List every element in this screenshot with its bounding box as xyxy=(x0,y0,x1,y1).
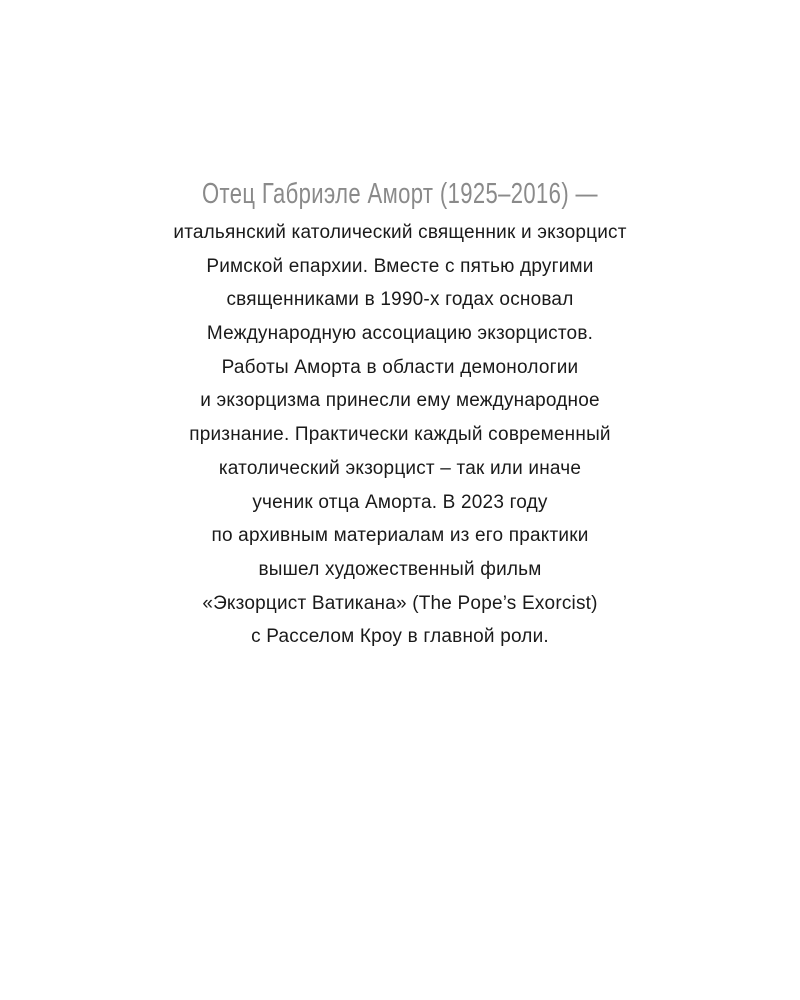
bio-line: и экзорцизма принесли ему международное xyxy=(200,390,600,412)
bio-heading: Отец Габриэле Аморт (1925–2016) — xyxy=(202,178,598,210)
bio-line: по архивным материалам из его практики xyxy=(211,525,589,547)
bio-line: с Расселом Кроу в главной роли. xyxy=(251,626,549,648)
bio-line: Международную ассоциацию экзорцистов. xyxy=(206,323,594,345)
bio-line: священниками в 1990-х годах основал xyxy=(226,289,574,311)
bio-line: признание. Практически каждый современный xyxy=(189,424,611,446)
bio-line: Римской епархии. Вместе с пятью другими xyxy=(206,255,594,277)
bio-line: итальянский католический священник и экзорцист xyxy=(173,222,627,243)
bio-line: «Экзорцист Ватикана» (The Pope’s Exorcist) xyxy=(202,592,598,614)
author-bio xyxy=(0,172,800,654)
bio-line: вышел художественный фильм xyxy=(258,558,542,580)
bio-line: Работы Аморта в области демонологии xyxy=(221,356,579,378)
bio-line: католический экзорцист – так или иначе xyxy=(218,457,582,479)
bio-line: ученик отца Аморта. В 2023 году xyxy=(252,491,548,513)
